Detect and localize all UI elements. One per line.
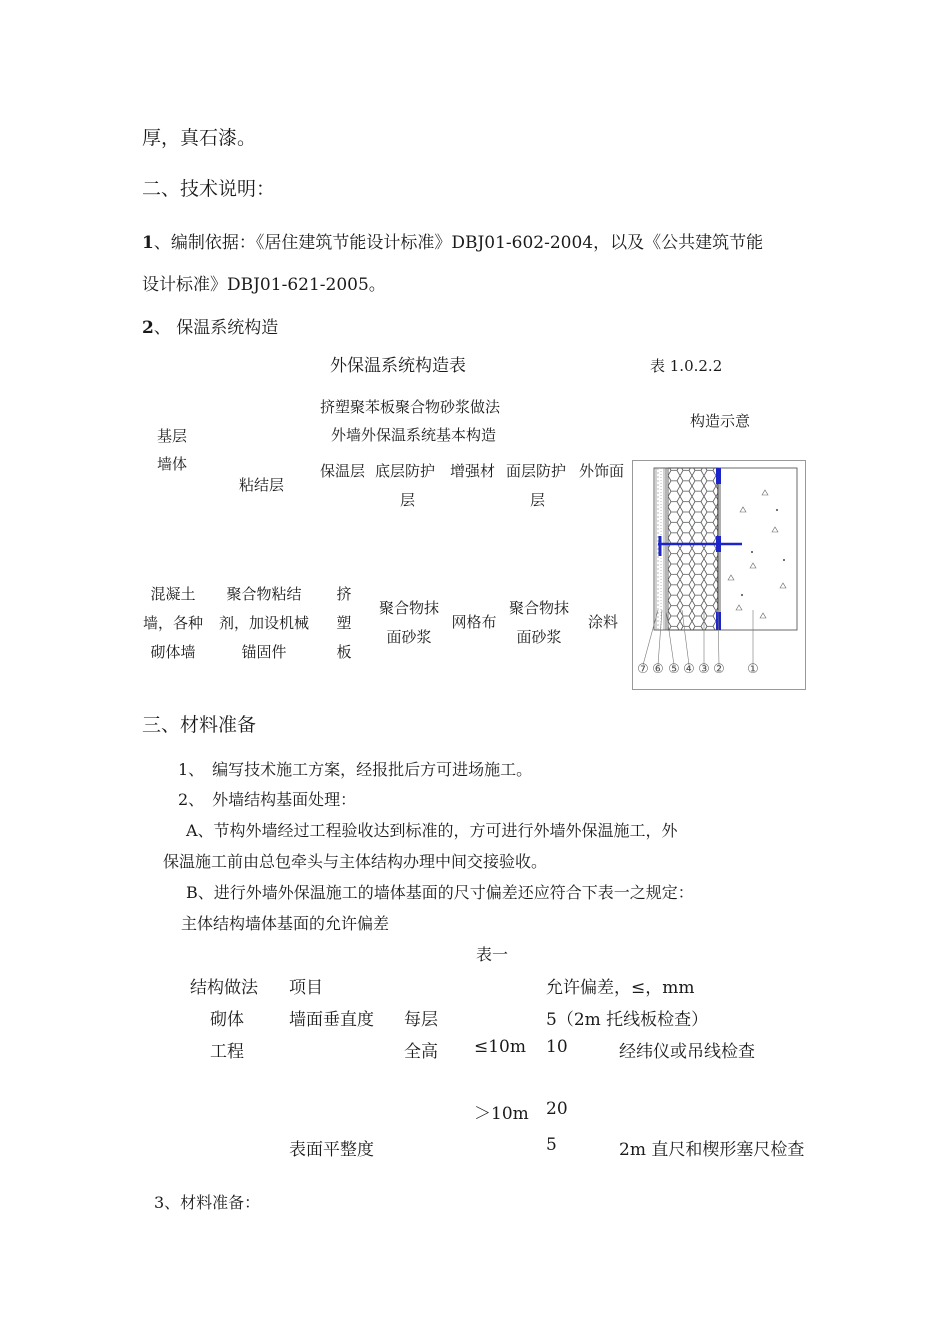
- table-1-diagram-header: 构造示意: [690, 412, 751, 430]
- table-1-title: 外保温系统构造表: [330, 356, 466, 376]
- row-bottom-1: 聚合物抹: [378, 599, 439, 617]
- t2-r4-check: 2m 直尺和楔形塞尺检查: [619, 1140, 805, 1160]
- item-1-line-2: 设计标准》DBJ01-621-2005。: [142, 275, 386, 295]
- row-base-cell: [136, 580, 210, 667]
- row-bottom-cell: [370, 594, 448, 652]
- s3-a-line-2: 保温施工前由总包牵头与主体结构办理中间交接验收。: [163, 852, 548, 871]
- item-2-text: 、 保温系统构造: [153, 318, 279, 338]
- section-2-title: 二、技术说明：: [142, 178, 276, 200]
- item-1-line-1: [142, 228, 763, 253]
- layer-insulation: [668, 468, 718, 630]
- t2-r4-item: 表面平整度: [289, 1140, 374, 1160]
- item-2-number: 2: [142, 318, 154, 338]
- col-bond: 粘结层: [239, 476, 285, 494]
- col-base-line-1: 基层: [157, 427, 188, 445]
- col-base-line-2: 墙体: [157, 455, 188, 473]
- table-1-method-line-2: 外墙外保温系统基本构造: [331, 426, 497, 444]
- row-bottom-2: 面砂浆: [386, 628, 432, 646]
- t2-r1-method: 砌体: [210, 1010, 244, 1030]
- table-1-number: 表 1.0.2.2: [650, 357, 723, 375]
- anchor-block-top: [716, 468, 721, 484]
- section-3-title: 三、材料准备: [142, 714, 257, 736]
- table-1-method-line-1: 挤塑聚苯板聚合物砂浆做法: [320, 398, 501, 416]
- t2-r2-tolerance: 10: [546, 1037, 568, 1057]
- row-finish: 涂料: [587, 613, 618, 631]
- col-finish: 外饰面: [579, 462, 625, 480]
- t2-r2-method: 工程: [210, 1042, 244, 1062]
- row-reinforce: 网格布: [451, 613, 497, 631]
- col-reinforce: 增强材: [450, 462, 496, 480]
- row-bond-1: 聚合物粘结: [226, 585, 302, 603]
- row-insul-3: 板: [336, 643, 352, 661]
- row-insul-1: 挤: [336, 585, 352, 603]
- s3-a-line-1: A、节构外墙经过工程验收达到标准的，方可进行外墙外保温施工，外: [186, 821, 678, 840]
- diagram-label-2: ②: [713, 662, 725, 677]
- t2-r2-condition: ≤10m: [474, 1037, 526, 1057]
- item-1-number: 1: [142, 233, 154, 253]
- item-2-line: [142, 313, 278, 338]
- row-surface-1: 聚合物抹: [508, 599, 569, 617]
- col-bottom-line-2: 层: [400, 491, 416, 509]
- row-bond-cell: [210, 580, 318, 667]
- col-surface-line-2: 层: [530, 491, 546, 509]
- col-surface-line-1: 面层防护: [506, 462, 567, 480]
- t2-r1-item: 墙面垂直度: [289, 1010, 374, 1030]
- row-insul-cell: [330, 580, 358, 667]
- s3-item-2: 2、 外墙结构基面处理：: [178, 790, 357, 809]
- col-bottom-line-1: 底层防护: [375, 462, 436, 480]
- diagram-label-3: ③: [698, 662, 710, 677]
- t2-r1-sub: 每层: [404, 1010, 438, 1030]
- concrete-wall: [728, 490, 786, 618]
- t2-r2-check: 经纬仪或吊线检查: [619, 1042, 755, 1062]
- diagram-label-6: ⑥: [652, 662, 664, 677]
- table-2-number: 表一: [476, 945, 509, 964]
- row-surface-cell: [500, 594, 578, 652]
- s3-item-1: 1、 编写技术施工方案，经报批后方可进场施工。: [178, 760, 533, 779]
- t2-header-item: 项目: [289, 978, 323, 998]
- t2-r4-tolerance: 5: [546, 1135, 557, 1155]
- row-bond-2: 剂，加设机械: [218, 614, 309, 632]
- s3-b: B、进行外墙外保温施工的墙体基面的尺寸偏差还应符合下表一之规定：: [186, 883, 694, 902]
- diagram-label-4: ④: [683, 662, 695, 677]
- diagram-labels: [637, 662, 759, 677]
- row-bond-3: 锚固件: [241, 643, 287, 661]
- construction-diagram: [632, 460, 806, 690]
- row-surface-2: 面砂浆: [516, 628, 562, 646]
- row-base-3: 砌体墙: [150, 643, 196, 661]
- row-insul-2: 塑: [336, 614, 352, 632]
- t2-r3-tolerance: 20: [546, 1099, 568, 1119]
- t2-r2-sub: 全高: [404, 1042, 438, 1062]
- t2-header-tolerance: 允许偏差，≤，mm: [546, 978, 695, 998]
- row-base-2: 墙，各种: [142, 614, 203, 632]
- text-line: 厚，真石漆。: [142, 127, 257, 149]
- t2-header-method: 结构做法: [190, 978, 258, 998]
- item-1-text: 、编制依据：《居住建筑节能设计标准》DBJ01-602-2004，以及《公共建筑节能: [153, 233, 764, 253]
- row-reinforce-cell: [446, 608, 502, 637]
- diagram-label-7: ⑦: [637, 662, 649, 677]
- row-finish-cell: [580, 608, 626, 637]
- t2-r3-condition: ＞10m: [474, 1104, 529, 1124]
- s3-item-3: 3、材料准备：: [154, 1193, 261, 1212]
- col-insulation: 保温层: [320, 462, 366, 480]
- diagram-label-5: ⑤: [668, 662, 680, 677]
- t2-r1-tolerance: 5（2m 托线板检查）: [546, 1010, 709, 1030]
- diagram-label-1: ①: [747, 662, 759, 677]
- row-base-1: 混凝土: [150, 585, 196, 603]
- table-2-caption: 主体结构墙体基面的允许偏差: [181, 914, 390, 933]
